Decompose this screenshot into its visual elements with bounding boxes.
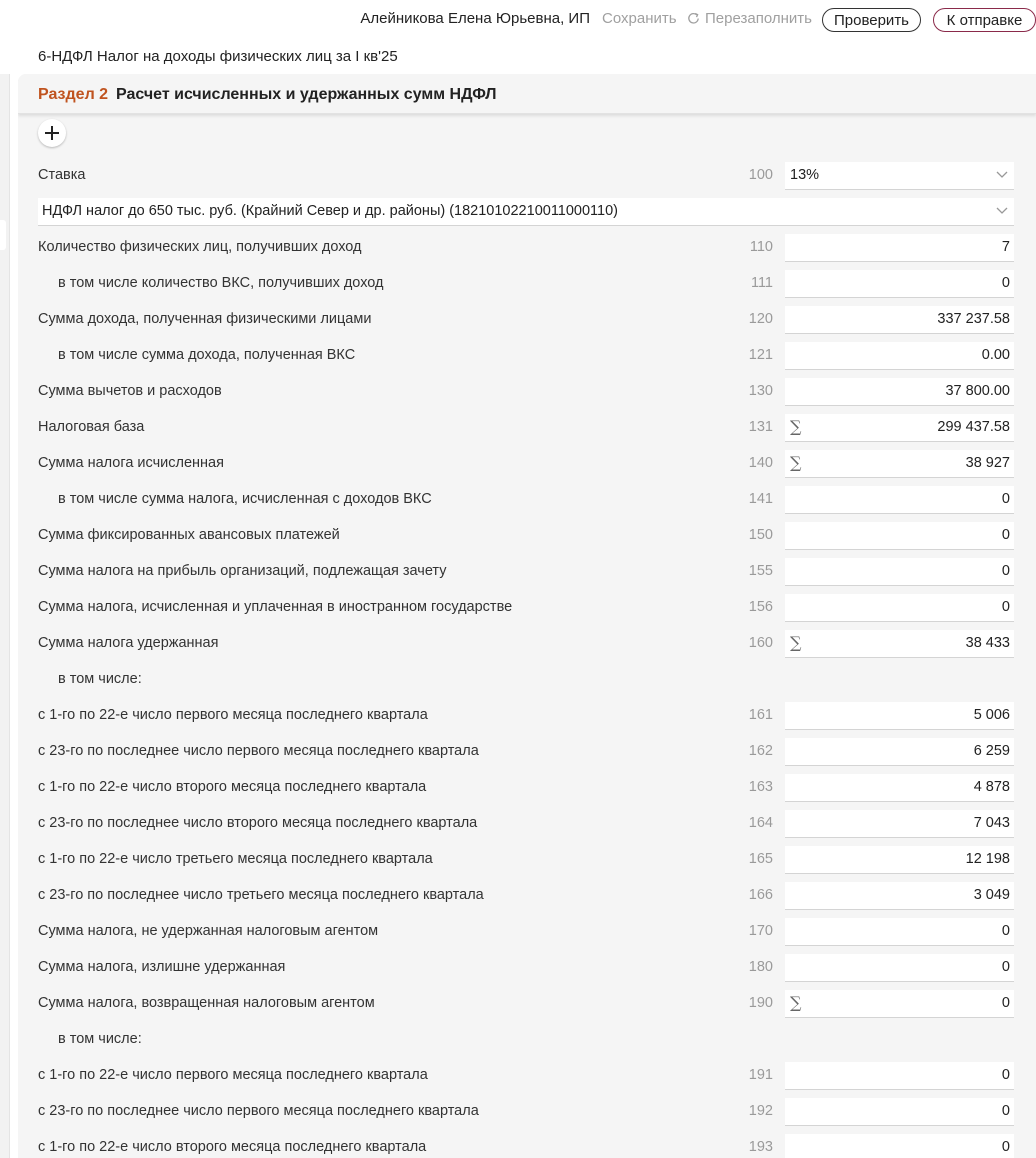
form-row [18,1094,1036,1130]
form-row [18,1022,1036,1058]
row-label: Сумма налога удержанная [38,635,219,651]
rate-row [18,158,1036,194]
value-field[interactable] [785,774,1014,802]
form-row [18,878,1036,914]
field-value: 337 237.58 [937,311,1010,327]
value-field[interactable] [785,702,1014,730]
field-value: 7 043 [973,815,1010,831]
plus-icon [44,125,60,141]
form-row [18,302,1036,338]
value-field[interactable] [785,342,1014,370]
row-code: 156 [748,599,773,615]
value-field[interactable] [785,306,1014,334]
row-code: 160 [748,635,773,651]
sum-icon[interactable]: ∑ [790,993,802,1012]
send-button[interactable]: К отправке [933,8,1036,32]
row-label: с 1-го по 22-е число третьего месяца последнего квартала [38,851,433,867]
row-code: 162 [748,743,773,759]
form-row [18,446,1036,482]
field-value: 0.00 [981,347,1010,363]
kbk-select[interactable] [38,198,1014,226]
row-code: 164 [748,815,773,831]
field-value: 0 [1001,563,1010,579]
value-field[interactable] [785,270,1014,298]
row-label: в том числе: [58,671,142,687]
row-code: 155 [748,563,773,579]
check-button[interactable]: Проверить [822,8,921,32]
value-field[interactable] [785,414,1014,442]
field-value: 299 437.58 [937,419,1010,435]
row-label: в том числе количество ВКС, получивших доход [58,275,384,291]
row-label: Налоговая база [38,419,145,435]
chevron-down-icon [996,207,1008,215]
row-label: с 1-го по 22-е число второго месяца последнего квартала [38,779,427,795]
row-label: в том числе сумма налога, исчисленная с доходов ВКС [58,491,432,507]
row-label: с 23-го по последнее число первого месяца последнего квартала [38,743,479,759]
row-code: 193 [748,1139,773,1155]
section-panel [18,74,1036,1158]
value-field[interactable] [785,234,1014,262]
row-code: 110 [749,239,773,255]
form-row [18,734,1036,770]
sidebar-handle[interactable] [0,220,6,250]
field-value: 12 198 [965,851,1010,867]
field-value: 0 [1001,599,1010,615]
section-number: Раздел 2 [38,86,109,103]
form-row [18,662,1036,698]
form-row [18,626,1036,662]
chevron-down-icon [996,171,1008,179]
row-code: 120 [748,311,773,327]
value-field[interactable] [785,882,1014,910]
form-rows [18,158,1036,1158]
row-code: 190 [748,995,773,1011]
row-label: Сумма налога, излишне удержанная [38,959,286,975]
value-field[interactable] [785,954,1014,982]
row-label: Сумма дохода, полученная физическими лицами [38,311,372,327]
rate-label: Ставка [38,167,86,183]
refill-label: Перезаполнить [705,10,812,27]
form-row [18,842,1036,878]
value-field[interactable] [785,1098,1014,1126]
form-row [18,590,1036,626]
add-button[interactable] [38,119,66,147]
row-label: в том числе: [58,1031,142,1047]
row-code: 130 [748,383,773,399]
field-value: 0 [1001,1067,1010,1083]
form-row [18,698,1036,734]
field-value: 6 259 [973,743,1010,759]
sum-icon[interactable]: ∑ [790,633,802,652]
field-value: 7 [1001,239,1010,255]
row-code: 166 [748,887,773,903]
field-value: 0 [1001,1103,1010,1119]
save-button[interactable]: Сохранить [602,10,677,27]
row-label: Сумма вычетов и расходов [38,383,222,399]
refresh-icon [686,11,701,26]
value-field[interactable] [785,990,1014,1018]
row-code: 111 [750,275,773,291]
field-value: 38 433 [965,635,1010,651]
row-label: Количество физических лиц, получивших доход [38,239,362,255]
field-value: 0 [1001,527,1010,543]
sum-icon[interactable]: ∑ [790,453,802,472]
form-row [18,410,1036,446]
field-value: 0 [1001,923,1010,939]
value-field[interactable] [785,738,1014,766]
value-field[interactable] [785,594,1014,622]
form-row [18,554,1036,590]
value-field[interactable] [785,1062,1014,1090]
field-value: 5 006 [973,707,1010,723]
row-label: Сумма налога, возвращенная налоговым агентом [38,995,375,1011]
field-value: 4 878 [973,779,1010,795]
form-row [18,230,1036,266]
field-value: 38 927 [965,455,1010,471]
field-value: 0 [1001,1139,1010,1155]
row-code: 161 [748,707,773,723]
row-label: с 23-го по последнее число первого месяца последнего квартала [38,1103,479,1119]
refill-button[interactable] [686,10,812,27]
rate-select[interactable] [785,162,1014,190]
value-field[interactable] [785,378,1014,406]
row-label: Сумма налога на прибыль организаций, подлежащая зачету [38,563,447,579]
row-code: 131 [748,419,773,435]
row-code: 170 [748,923,773,939]
form-row [18,518,1036,554]
value-field[interactable] [785,558,1014,586]
row-code: 191 [748,1067,773,1083]
row-label: с 23-го по последнее число второго месяца последнего квартала [38,815,478,831]
top-toolbar [0,0,1036,40]
data-rows [18,230,1036,1158]
form-row [18,950,1036,986]
section-title: Расчет исчисленных и удержанных сумм НДФЛ [116,86,497,103]
rate-value: 13% [790,167,820,183]
row-code: 163 [748,779,773,795]
form-row [18,338,1036,374]
value-field[interactable] [785,486,1014,514]
row-label: Сумма налога исчисленная [38,455,224,471]
rate-code: 100 [748,167,773,183]
row-code: 141 [748,491,773,507]
kbk-value: НДФЛ налог до 650 тыс. руб. (Крайний Север и др. районы) (18210102210011000110) [42,203,619,219]
row-code: 165 [748,851,773,867]
kbk-row [18,194,1036,230]
row-label: Сумма фиксированных авансовых платежей [38,527,340,543]
row-label: с 1-го по 22-е число первого месяца последнего квартала [38,1067,428,1083]
form-row [18,914,1036,950]
form-row [18,770,1036,806]
sum-icon[interactable]: ∑ [790,417,802,436]
row-code: 192 [748,1103,773,1119]
row-label: Сумма налога, исчисленная и уплаченная в иностранном государстве [38,599,513,615]
document-title: 6-НДФЛ Налог на доходы физических лиц за I кв'25 [38,48,398,65]
left-sidebar-rail[interactable] [0,74,10,1158]
value-field[interactable] [785,630,1014,658]
field-value: 37 800.00 [945,383,1010,399]
field-value: 0 [1001,491,1010,507]
field-value: 3 049 [973,887,1010,903]
value-field[interactable] [785,918,1014,946]
row-code: 121 [748,347,773,363]
row-label: с 23-го по последнее число третьего месяца последнего квартала [38,887,484,903]
row-label: с 1-го по 22-е число первого месяца последнего квартала [38,707,428,723]
value-field[interactable] [785,450,1014,478]
field-value: 0 [1001,275,1010,291]
row-label: Сумма налога, не удержанная налоговым агентом [38,923,379,939]
value-field[interactable] [785,1134,1014,1158]
form-row [18,1130,1036,1158]
row-code: 150 [748,527,773,543]
form-row [18,986,1036,1022]
value-field[interactable] [785,846,1014,874]
value-field[interactable] [785,810,1014,838]
value-field[interactable] [785,522,1014,550]
form-row [18,482,1036,518]
form-row [18,374,1036,410]
row-label: с 1-го по 22-е число второго месяца последнего квартала [38,1139,427,1155]
field-value: 0 [1001,995,1010,1011]
form-row [18,1058,1036,1094]
section-header [18,74,1036,114]
row-code: 140 [748,455,773,471]
row-label: в том числе сумма дохода, полученная ВКС [58,347,356,363]
row-code: 180 [748,959,773,975]
form-row [18,806,1036,842]
field-value: 0 [1001,959,1010,975]
organization-name[interactable]: Алейникова Елена Юрьевна, ИП [360,10,590,27]
form-row [18,266,1036,302]
